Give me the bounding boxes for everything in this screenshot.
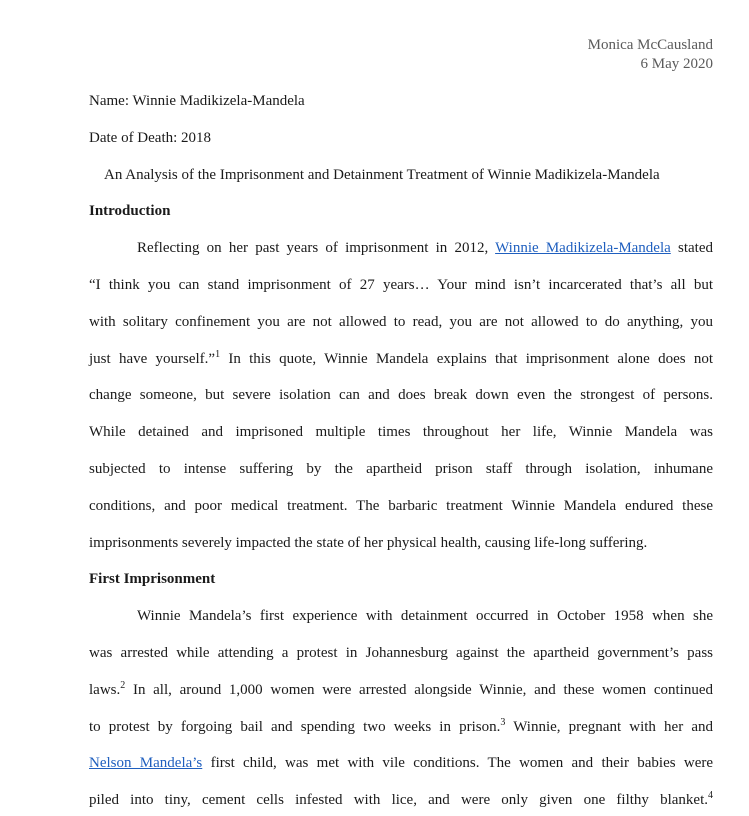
first-line-5: Nelson Mandela’s first child, was met with vile conditions. The women and their babies were	[89, 755, 714, 771]
introduction-heading: Introduction	[89, 203, 171, 219]
intro-line-7: subjected to intense suffering by the apartheid prison staff through isolation, inhumane	[89, 461, 713, 477]
intro-line-5: change someone, but severe isolation can and does break down even the strongest of persons.	[89, 387, 713, 403]
footnote-ref-1[interactable]: 1	[215, 349, 221, 360]
first-line-4: to protest by forgoing bail and spending two weeks in prison.$^3$ Winnie, pregnant with her and	[89, 717, 713, 735]
first-line-6: piled into tiny, cement cells infested with lice, and were only given one filthy blanket.$^4$	[89, 790, 713, 808]
first-line-3: laws.$^2$ In all, around 1,000 women were arrested alongside Winnie, and these women continued	[89, 680, 713, 698]
intro-line-2: “I think you can stand imprisonment of 27 years… Your mind isn’t incarcerated that’s all but	[89, 277, 713, 293]
footnote-ref-4[interactable]: 4	[708, 790, 713, 801]
paper-title: An Analysis of the Imprisonment and Detainment Treatment of Winnie Madikizela-Mandela	[104, 167, 660, 183]
intro-line-6: While detained and imprisoned multiple times throughout her life, Winnie Mandela was	[89, 424, 713, 440]
page-header	[588, 36, 713, 74]
name-line: Name: Winnie Madikizela-Mandela	[89, 93, 305, 109]
intro-line-9: imprisonments severely impacted the state of her physical health, causing life-long suffering.	[89, 535, 648, 551]
intro-line-4: just have yourself.”$^1$ In this quote, Winnie Mandela explains that imprisonment alone does not	[89, 349, 713, 367]
footnote-ref-2[interactable]: 2	[120, 680, 126, 691]
header-date: 6 May 2020	[640, 56, 713, 72]
intro-line-8: conditions, and poor medical treatment. The barbaric treatment Winnie Mandela endured these	[89, 498, 713, 514]
author-name: Monica McCausland	[587, 37, 713, 53]
winnie-link[interactable]: Winnie Madikizela-Mandela	[495, 240, 671, 256]
death-date-line: Date of Death: 2018	[89, 130, 212, 146]
first-imprisonment-heading: First Imprisonment	[89, 571, 216, 587]
intro-line-3: with solitary confinement you are not allowed to read, you are not allowed to do anything, you	[89, 314, 713, 330]
footnote-ref-3[interactable]: 3	[500, 717, 506, 728]
nelson-link[interactable]: Nelson Mandela’s	[89, 755, 203, 771]
first-line-2: was arrested while attending a protest in Johannesburg against the apartheid government’s pass	[89, 645, 713, 661]
intro-line-1: Reflecting on her past years of imprisonment in 2012, Winnie Madikizela-Mandela stated	[137, 240, 713, 256]
first-line-1: Winnie Mandela’s first experience with detainment occurred in October 1958 when she	[137, 608, 713, 624]
